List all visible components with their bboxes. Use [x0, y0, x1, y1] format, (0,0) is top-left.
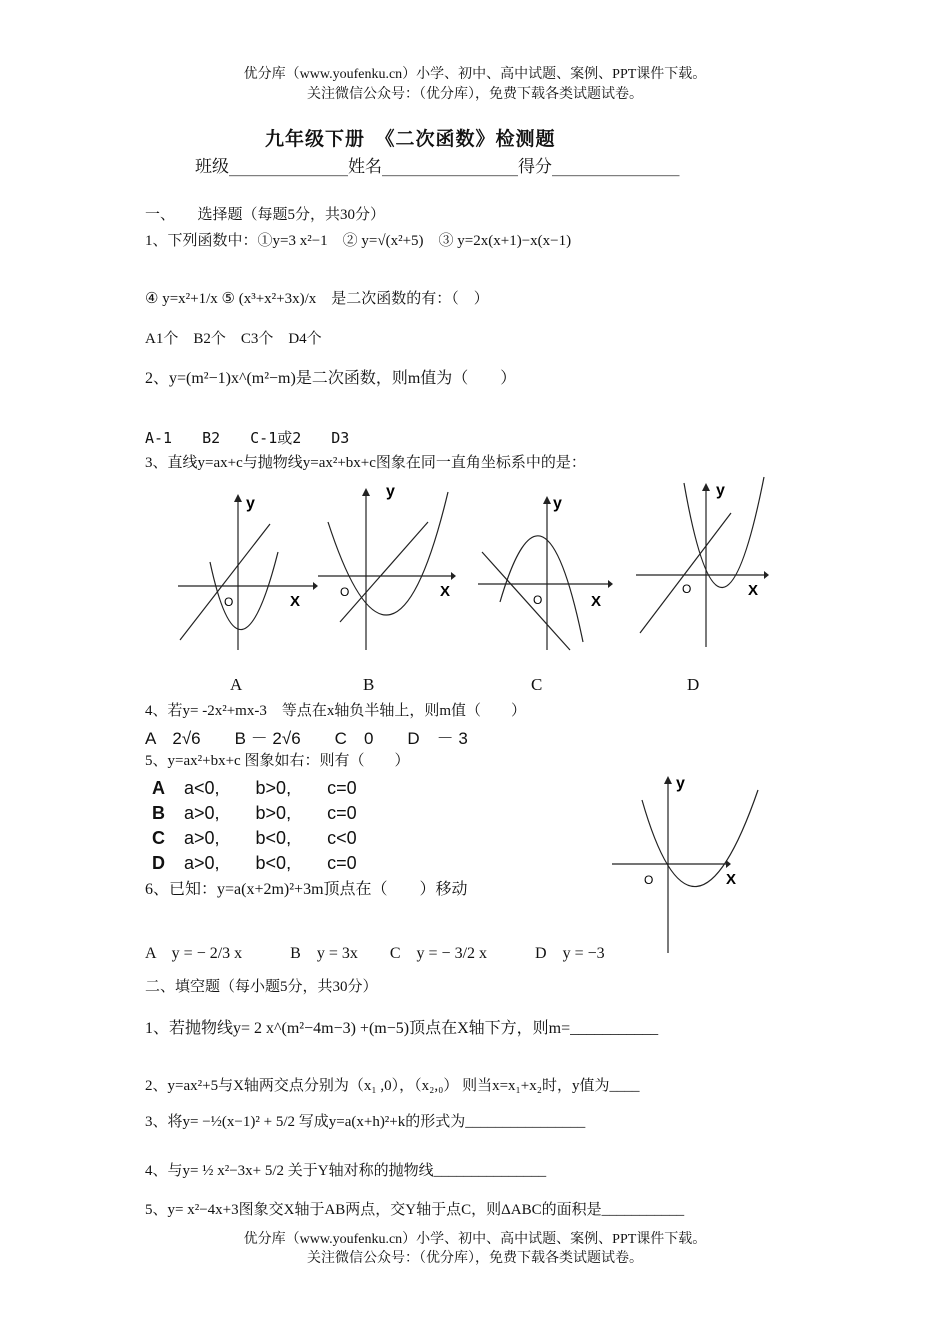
q1-line2: ④ y=x²+1/x ⑤ (x³+x²+3x)/x 是二次函数的有：（ ） [145, 291, 489, 307]
graph-label-a: A [230, 675, 243, 694]
origin-label: O [224, 595, 234, 609]
q3-graph-a [178, 492, 318, 652]
origin-label: O [340, 585, 350, 599]
q5-stem: 5、y=ax²+bx+c 图象如右：则有（ ） [145, 753, 410, 769]
q1-options: A1个 B2个 C3个 D4个 [145, 331, 322, 347]
q6-stem: 6、已知：y=a(x+2m)²+3m顶点在（ ）移动 [145, 881, 468, 898]
x-axis-label: X [726, 871, 737, 888]
q5-option-b: B a>0, b>0, c=0 [152, 803, 357, 823]
origin-label: O [682, 582, 692, 596]
q5-graph [608, 768, 768, 958]
q6-options: A y = − 2/3 x B y = 3x C y = − 3/2 x D y = −3 [145, 945, 605, 962]
y-axis-label: y [553, 495, 562, 512]
q3-stem: 3、直线y=ax+c与抛物线y=ax²+bx+c图象在同一直角坐标系中的是： [145, 455, 586, 471]
q4-stem: 4、若y= -2x²+mx-3 等点在x轴负半轴上，则m值（ ） [145, 703, 526, 719]
footer-line-2: 关注微信公众号：（优分库），免费下载各类试题试卷。 [307, 1251, 643, 1266]
graph-label-b: B [363, 675, 375, 694]
x-axis-label: X [440, 583, 451, 600]
q1-line1: 1、下列函数中：①y=3 x²−1 ② y=√(x²+5) ③ y=2x(x+1)−x(x−1) [145, 233, 572, 249]
q3-graph-b [318, 482, 458, 652]
page-title: 九年级下册 《二次函数》检测题 [265, 128, 556, 150]
q2-options: A-1 B2 C-1或2 D3 [145, 429, 350, 447]
x-axis-label: X [290, 593, 301, 610]
fill-q3: 3、将y= −½(x−1)² + 5/2 写成y=a(x+h)²+k的形式为________________ [145, 1114, 586, 1130]
fill-q2: 2、y=ax²+5与X轴两交点分别为（x₁ ,0），（x₂,₀） 则当x=x₁+x₂时，y值为____ [145, 1078, 640, 1094]
q4-options: A 2√6 B － 2√6 C 0 D － 3 [145, 729, 468, 748]
section1-heading: 一、 选择题（每题5分，共30分） [145, 207, 386, 223]
q2-stem: 2、y=(m²−1)x^(m²−m)是二次函数，则m值为（ ） [145, 370, 517, 387]
y-axis-label: y [716, 482, 725, 499]
fill-q1: 1、若抛物线y= 2 x^(m²−4m−3) +(m−5)顶点在X轴下方，则m=___________ [145, 1020, 659, 1037]
student-info-line: 班级______________姓名________________得分_______________ [195, 157, 680, 177]
q3-graph-d [636, 475, 776, 650]
origin-label: O [533, 593, 543, 607]
graph-label-c: C [531, 675, 543, 694]
x-axis-label: X [748, 582, 759, 599]
origin-label: O [644, 873, 654, 887]
y-axis-label: y [246, 495, 255, 512]
graph-label-d: D [687, 675, 700, 694]
x-axis-label: X [591, 593, 602, 610]
q3-graph-c [478, 492, 618, 652]
footer-line-1: 优分库（www.youfenku.cn）小学、初中、高中试题、案例、PPT课件下载。 [243, 1232, 707, 1247]
q5-option-d: D a>0, b<0, c=0 [152, 853, 357, 873]
y-axis-label: y [676, 775, 685, 792]
section2-heading: 二、填空题（每小题5分，共30分） [145, 979, 378, 995]
q5-option-a: A a<0, b>0, c=0 [152, 778, 357, 798]
q5-option-c: C a>0, b<0, c<0 [152, 828, 357, 848]
header-line-2: 关注微信公众号：（优分库），免费下载各类试题试卷。 [307, 87, 643, 102]
y-axis-label: y [386, 483, 395, 500]
fill-q4: 4、与y= ½ x²−3x+ 5/2 关于Y轴对称的抛物线_______________ [145, 1163, 547, 1179]
fill-q5: 5、y= x²−4x+3图象交X轴于AB两点，交Y轴于点C，则ΔABC的面积是___________ [145, 1202, 685, 1218]
header-line-1: 优分库（www.youfenku.cn）小学、初中、高中试题、案例、PPT课件下载。 [243, 67, 707, 82]
